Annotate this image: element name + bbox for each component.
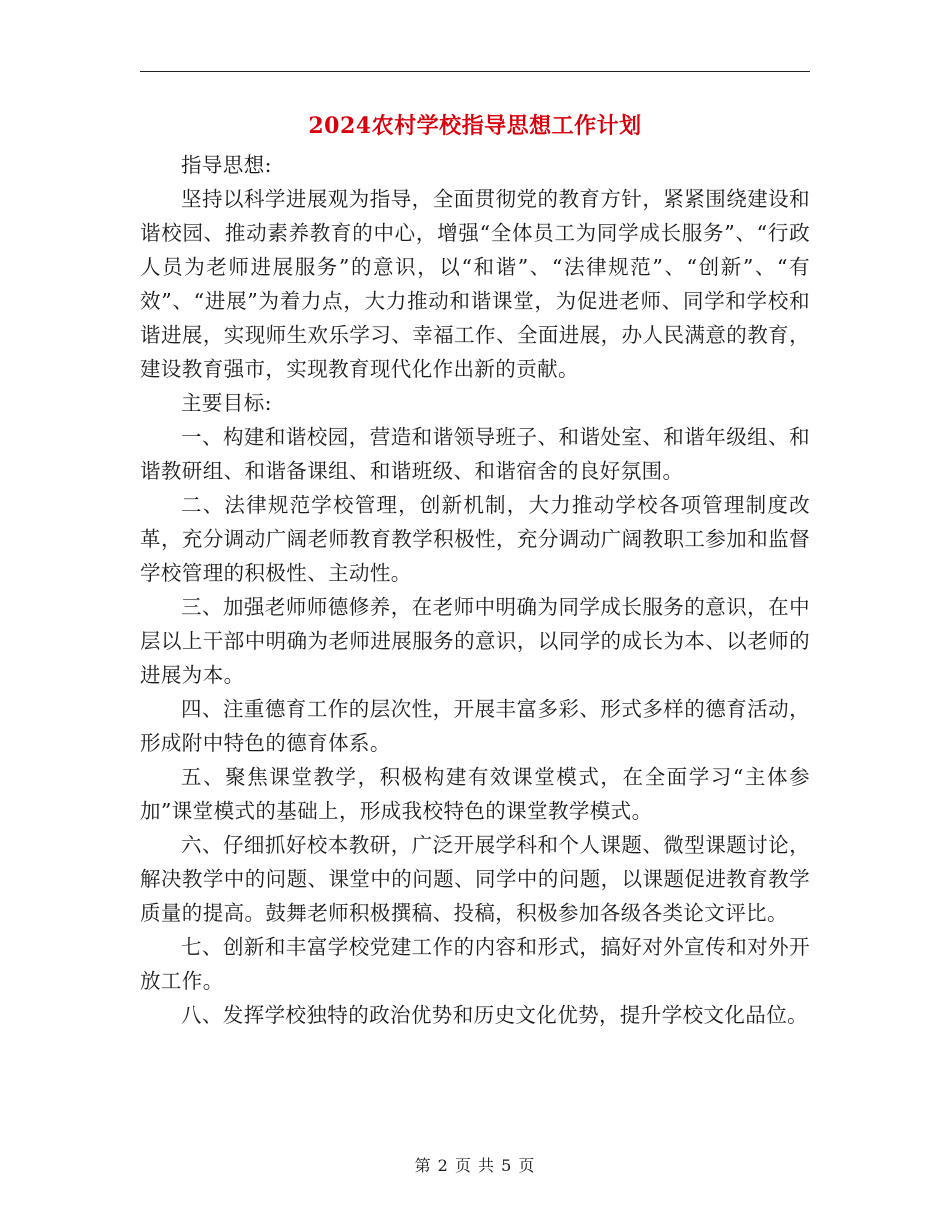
goal-item-5: 五、聚焦课堂教学，积极构建有效课堂模式，在全面学习“主体参加”课堂模式的基础上，形成我校特色的课堂教学模式。 [140, 765, 810, 823]
section-heading-main-goals: 主要目标: [181, 391, 272, 415]
document-body [140, 148, 810, 1032]
paragraph-guiding-thought: 坚持以科学进展观为指导，全面贯彻党的教育方针，紧紧围绕建设和谐校园、推动素养教育的中心，增强“全体员工为同学成长服务”、“行政人员为老师进展服务”的意识，以“和谐”、“法律规范”、“创新”、“有效”、“进展”为着力点，大力推动和谐课堂，为促进老师、同学和学校和谐进展，实现师生欢乐学习、幸福工作、全面进展，办人民满意的教育，建设教育强市，实现教育现代化作出新的贡献。 [140, 187, 810, 381]
goal-item-8: 八、发挥学校独特的政治优势和历史文化优势，提升学校文化品位。 [181, 1003, 808, 1027]
goal-item-1: 一、构建和谐校园，营造和谐领导班子、和谐处室、和谐年级组、和谐教研组、和谐备课组、和谐班级、和谐宿舍的良好氛围。 [140, 425, 810, 483]
section-heading-guiding-thought: 指导思想: [181, 153, 272, 177]
header-rule [140, 71, 810, 72]
goal-item-4: 四、注重德育工作的层次性，开展丰富多彩、形式多样的德育活动，形成附中特色的德育体系。 [140, 697, 810, 755]
document-title: 2024农村学校指导思想工作计划 [308, 113, 642, 139]
page-number-footer: 第 2 页 共 5 页 [414, 1156, 536, 1175]
goal-item-3: 三、加强老师师德修养，在老师中明确为同学成长服务的意识，在中层以上干部中明确为老师进展服务的意识，以同学的成长为本、以老师的进展为本。 [140, 595, 810, 687]
goal-item-6: 六、仔细抓好校本教研，广泛开展学科和个人课题、微型课题讨论，解决教学中的问题、课堂中的问题、同学中的问题，以课题促进教育教学质量的提高。鼓舞老师积极撰稿、投稿，积极参加各级各类论文评比。 [140, 833, 810, 925]
goal-item-2: 二、法律规范学校管理，创新机制，大力推动学校各项管理制度改革，充分调动广阔老师教育教学积极性，充分调动广阔教职工参加和监督学校管理的积极性、主动性。 [140, 493, 810, 585]
goal-item-7: 七、创新和丰富学校党建工作的内容和形式，搞好对外宣传和对外开放工作。 [140, 935, 810, 993]
